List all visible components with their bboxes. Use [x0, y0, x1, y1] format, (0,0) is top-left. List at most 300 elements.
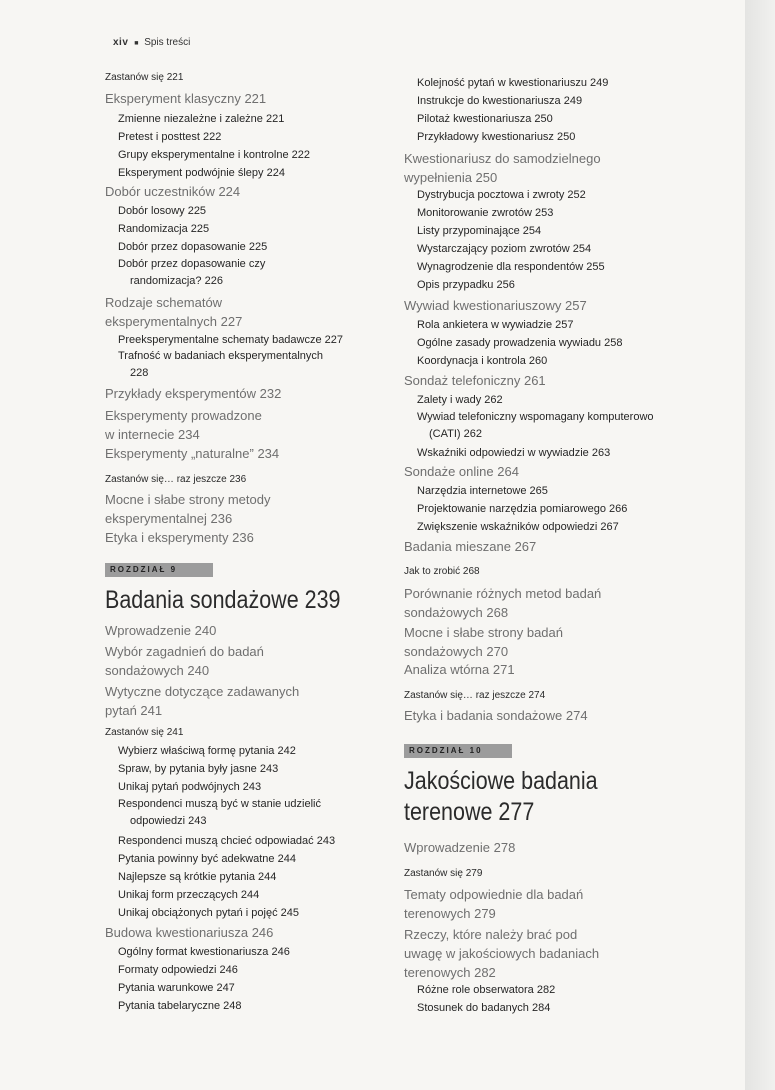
- entry-title: Zwiększenie wskaźników odpowiedzi: [417, 521, 598, 533]
- toc-section-entry: [105, 385, 405, 403]
- toc-entry: [105, 128, 405, 146]
- toc-entry: [105, 886, 405, 904]
- entry-title: Pilotaż kwestionariusza: [417, 113, 532, 125]
- entry-title: Respondenci muszą chcieć odpowiadać: [118, 835, 314, 847]
- entry-title: Unikaj form przeczących: [118, 889, 238, 901]
- toc-section-entry: [105, 445, 405, 463]
- toc-entry: [105, 832, 405, 850]
- entry-page: 221: [163, 72, 184, 83]
- toc-entry: [404, 258, 704, 276]
- toc-entry: [105, 385, 405, 403]
- entry-title: Zmienne niezależne i zależne: [118, 113, 263, 125]
- toc-subsection-entry: [105, 164, 405, 182]
- chapter-label: ROZDZIAŁ 9: [105, 563, 213, 577]
- entry-title: Ogólny format kwestionariusza: [118, 946, 269, 958]
- toc-section-entry: [404, 839, 704, 857]
- entry-page: 232: [256, 386, 282, 401]
- entry-title: Opis przypadku: [417, 279, 494, 291]
- toc-subsection-entry: [404, 110, 704, 128]
- entry-page: 266: [605, 503, 628, 515]
- toc-entry: [105, 868, 405, 886]
- entry-title: Narzędzia internetowe: [417, 485, 527, 497]
- toc-section-entry: [105, 642, 405, 680]
- entry-title-line: Dobór przez dopasowanie czy: [118, 258, 266, 270]
- toc-entry: [105, 742, 405, 760]
- toc-subsection-entry: [404, 74, 704, 92]
- entry-page: 274: [562, 708, 588, 723]
- entry-title: Sondaże online: [404, 464, 494, 479]
- toc-entry: [105, 110, 405, 128]
- entry-title: Koordynacja i kontrola: [417, 355, 526, 367]
- entry-page: 254: [569, 243, 592, 255]
- toc-subsection-entry: [105, 997, 405, 1015]
- entry-page: 236: [228, 530, 254, 545]
- toc-entry: [404, 661, 704, 679]
- entry-page: 227: [321, 334, 344, 346]
- toc-entry: [105, 406, 405, 444]
- toc-subsection-entry: [404, 444, 704, 462]
- toc-subsection-entry: [105, 202, 405, 220]
- entry-title: Dobór uczestników: [105, 184, 215, 199]
- toc-entry: [404, 352, 704, 370]
- entry-page: 226: [201, 275, 223, 287]
- toc-subsection-entry: [404, 128, 704, 146]
- toc-think-entry: [404, 866, 704, 882]
- entry-page: 250: [471, 170, 498, 185]
- toc-subsection-entry: [105, 110, 405, 128]
- entry-title: Spraw, by pytania były jasne: [118, 763, 257, 775]
- toc-entry: [105, 682, 405, 720]
- entry-title: Randomizacja: [118, 223, 188, 235]
- toc-entry: [105, 924, 405, 942]
- toc-entry: [404, 222, 704, 240]
- toc-section-entry: [404, 372, 704, 390]
- entry-title: Zastanów się: [105, 727, 164, 738]
- entry-page: 234: [253, 446, 280, 461]
- toc-entry: [404, 688, 704, 704]
- toc-subsection-entry: [404, 482, 704, 500]
- toc-entry: [105, 622, 405, 640]
- toc-entry: [404, 999, 704, 1017]
- chapter-page: 277: [492, 798, 535, 826]
- toc-section-entry: [105, 183, 405, 201]
- entry-title-line: Mocne i słabe strony badań: [404, 625, 563, 640]
- entry-page: 265: [526, 485, 548, 497]
- toc-subsection-entry: [404, 409, 704, 443]
- entry-title: Wywiad kwestionariuszowy: [404, 298, 562, 313]
- entry-title: Analiza wtórna: [404, 662, 490, 677]
- entry-title: Eksperyment podwójnie ślepy: [118, 167, 264, 179]
- toc-entry: [404, 584, 704, 622]
- entry-page: 222: [288, 149, 311, 161]
- entry-page: 245: [277, 907, 300, 919]
- entry-page: 256: [493, 279, 515, 291]
- entry-title-line: Mocne i słabe strony metody: [105, 492, 271, 507]
- toc-entry: [105, 256, 405, 290]
- entry-title: Stosunek do badanych: [417, 1002, 529, 1014]
- toc-think-entry: [105, 725, 405, 741]
- entry-title: Etyka i eksperymenty: [105, 530, 229, 545]
- entry-page: 221: [262, 113, 285, 125]
- entry-title-line: [118, 365, 405, 382]
- chapter-title: [404, 766, 662, 828]
- toc-subsection-entry: [105, 331, 405, 349]
- entry-title: Najlepsze są krótkie pytania: [118, 871, 255, 883]
- toc-entry: [105, 472, 405, 488]
- toc-entry: [404, 925, 704, 982]
- header-title: Spis treści: [144, 37, 191, 48]
- entry-page: 225: [245, 241, 268, 253]
- entry-page: 240: [183, 663, 210, 678]
- entry-title: Sondaż telefoniczny: [404, 373, 521, 388]
- toc-entry: [404, 538, 704, 556]
- toc-section-entry: [105, 406, 405, 444]
- entry-title-line: [105, 425, 405, 444]
- toc-entry: [404, 482, 704, 500]
- entry-title-line: [105, 661, 405, 680]
- toc-entry: [404, 186, 704, 204]
- entry-title-line: Wybór zagadnień do badań: [105, 644, 264, 659]
- toc-entry: [105, 529, 405, 547]
- entry-title-line: Respondenci muszą być w stanie udzielić: [118, 798, 321, 810]
- entry-title: Dobór przez dopasowanie: [118, 241, 246, 253]
- entry-page: 278: [490, 840, 516, 855]
- entry-page: 270: [482, 644, 509, 659]
- entry-page: 260: [525, 355, 548, 367]
- entry-page: 258: [601, 337, 623, 349]
- toc-section-entry: [404, 925, 704, 982]
- entry-page: 263: [588, 447, 611, 459]
- entry-title: Przykłady eksperymentów: [105, 386, 256, 401]
- entry-page: 246: [216, 964, 238, 976]
- toc-think-entry: [404, 564, 704, 580]
- toc-entry: [404, 981, 704, 999]
- toc-entry: [404, 885, 704, 923]
- entry-title: eksperymentalnych: [105, 314, 217, 329]
- toc-section-entry: [105, 682, 405, 720]
- entry-page: 257: [561, 298, 587, 313]
- entry-title: Wprowadzenie: [404, 840, 490, 855]
- toc-subsection-entry: [105, 256, 405, 290]
- running-header: [113, 37, 190, 48]
- toc-subsection-entry: [105, 961, 405, 979]
- toc-subsection-entry: [105, 868, 405, 886]
- toc-entry: [105, 904, 405, 922]
- entry-page: 241: [163, 727, 184, 738]
- entry-title-line: [404, 904, 704, 923]
- toc-entry: [105, 585, 405, 615]
- toc-subsection-entry: [105, 238, 405, 256]
- toc-entry: [105, 220, 405, 238]
- chapter-page: 239: [298, 586, 341, 614]
- entry-title: Listy przypominające: [417, 225, 520, 237]
- toc-subsection-entry: [105, 146, 405, 164]
- entry-title-line: Trafność w badaniach eksperymentalnych: [118, 350, 324, 362]
- entry-page: 234: [174, 427, 200, 442]
- entry-title: Preeksperymentalne schematy badawcze: [118, 334, 322, 346]
- entry-title: Jak to zrobić: [404, 566, 461, 577]
- toc-entry: [404, 500, 704, 518]
- entry-page: 248: [220, 1000, 242, 1012]
- entry-page: 246: [268, 946, 290, 958]
- entry-page: 252: [564, 189, 586, 201]
- toc-subsection-entry: [105, 348, 405, 382]
- toc-subsection-entry: [105, 220, 405, 238]
- toc-section-entry: [404, 538, 704, 556]
- chapter-title: [105, 585, 363, 615]
- toc-think-entry: [105, 70, 405, 86]
- toc-entry: [105, 642, 405, 680]
- toc-entry: [404, 240, 704, 258]
- entry-title-line: [404, 642, 704, 661]
- toc-subsection-entry: [404, 276, 704, 294]
- toc-entry: [404, 204, 704, 222]
- entry-page: 284: [528, 1002, 551, 1014]
- entry-page: 241: [136, 703, 163, 718]
- toc-section-entry: [404, 463, 704, 481]
- entry-page: 244: [237, 889, 260, 901]
- entry-page: 247: [213, 982, 235, 994]
- entry-title: Wskaźniki odpowiedzi w wywiadzie: [417, 447, 589, 459]
- entry-title: Eksperyment klasyczny: [105, 91, 241, 106]
- entry-title-line: [105, 312, 405, 331]
- entry-title: Formaty odpowiedzi: [118, 964, 217, 976]
- chapter-title-line: Jakościowe badania: [404, 767, 598, 795]
- entry-page: 254: [519, 225, 542, 237]
- toc-entry: [105, 997, 405, 1015]
- toc-entry: [105, 164, 405, 182]
- entry-title: Zastanów się… raz jeszcze: [105, 474, 227, 485]
- toc-think-entry: [404, 688, 704, 704]
- entry-page: 249: [586, 77, 609, 89]
- entry-title: Rola ankietera w wywiadzie: [417, 319, 553, 331]
- toc-entry: [404, 334, 704, 352]
- toc-subsection-entry: [105, 760, 405, 778]
- chapter-title-line: [404, 797, 662, 828]
- entry-title: Wybierz właściwą formę pytania: [118, 745, 275, 757]
- toc-subsection-entry: [105, 850, 405, 868]
- toc-entry: [105, 490, 405, 528]
- toc-entry: [105, 183, 405, 201]
- toc-entry: [404, 409, 704, 443]
- toc-entry: [105, 331, 405, 349]
- toc-entry: [404, 866, 704, 882]
- toc-section-entry: [404, 623, 704, 661]
- entry-page: 257: [552, 319, 574, 331]
- toc-section-entry: [404, 149, 704, 187]
- entry-title: Instrukcje do kwestionariusza: [417, 95, 561, 107]
- toc-entry: [404, 149, 704, 187]
- entry-title: Etyka i badania sondażowe: [404, 708, 563, 723]
- page-number: xiv: [113, 37, 129, 48]
- entry-page: 244: [254, 871, 277, 883]
- entry-page: 228: [130, 367, 149, 379]
- entry-page: 224: [263, 167, 285, 179]
- toc-entry: [105, 979, 405, 997]
- toc-subsection-entry: [105, 128, 405, 146]
- entry-page: 267: [597, 521, 619, 533]
- entry-title: Różne role obserwatora: [417, 984, 534, 996]
- entry-page: 267: [510, 539, 537, 554]
- toc-entry: [105, 943, 405, 961]
- entry-page: 243: [313, 835, 336, 847]
- toc-think-entry: [105, 472, 405, 488]
- toc-section-entry: [404, 584, 704, 622]
- toc-subsection-entry: [404, 240, 704, 258]
- entry-page: 249: [560, 95, 583, 107]
- toc-entry: [404, 766, 704, 828]
- entry-page: 246: [248, 925, 274, 940]
- toc-subsection-entry: [105, 796, 405, 830]
- toc-subsection-entry: [404, 981, 704, 999]
- entry-title: sondażowych: [105, 663, 184, 678]
- entry-page: 250: [531, 113, 553, 125]
- entry-title-line: [118, 813, 405, 830]
- entry-title: pytań: [105, 703, 137, 718]
- toc-entry: [404, 623, 704, 661]
- entry-page: 282: [470, 965, 496, 980]
- toc-entry: [105, 348, 405, 382]
- toc-entry: [105, 445, 405, 463]
- entry-page: 271: [489, 662, 515, 677]
- toc-section-entry: [404, 885, 704, 923]
- toc-subsection-entry: [404, 316, 704, 334]
- entry-page: 274: [525, 690, 546, 701]
- entry-title-line: [105, 509, 405, 528]
- toc-subsection-entry: [105, 904, 405, 922]
- entry-page: 253: [531, 207, 554, 219]
- entry-title: sondażowych: [404, 644, 483, 659]
- toc-entry: [105, 778, 405, 796]
- toc-subsection-entry: [404, 518, 704, 536]
- entry-title: (CATI): [429, 428, 461, 440]
- entry-title: Budowa kwestionariusza: [105, 925, 249, 940]
- entry-page: 279: [462, 868, 483, 879]
- chapter-title-text: terenowe: [404, 798, 493, 826]
- toc-section-entry: [105, 293, 405, 331]
- toc-entry: [105, 293, 405, 331]
- toc-subsection-entry: [105, 832, 405, 850]
- entry-title: Dystrybucja pocztowa i zwroty: [417, 189, 565, 201]
- entry-title: w internecie: [105, 427, 175, 442]
- toc-entry: [105, 202, 405, 220]
- toc-entry: [105, 146, 405, 164]
- toc-subsection-entry: [404, 204, 704, 222]
- entry-title: Unikaj pytań podwójnych: [118, 781, 240, 793]
- entry-title: Zalety i wady: [417, 394, 482, 406]
- chapter-title-text: Badania sondażowe: [105, 586, 299, 614]
- toc-entry: [404, 297, 704, 315]
- entry-title: terenowych: [404, 965, 471, 980]
- entry-title: uwagę w jakościowych badaniach: [404, 946, 600, 961]
- entry-page: 250: [553, 131, 576, 143]
- entry-title-line: [118, 273, 405, 290]
- toc-subsection-entry: [105, 778, 405, 796]
- toc-section-entry: [404, 297, 704, 315]
- entry-title: Przykładowy kwestionariusz: [417, 131, 554, 143]
- entry-page: 242: [274, 745, 296, 757]
- toc-subsection-entry: [105, 886, 405, 904]
- entry-page: 264: [493, 464, 519, 479]
- entry-page: 279: [470, 906, 496, 921]
- entry-title-line: Wywiad telefoniczny wspomagany komputerowo: [417, 411, 654, 423]
- toc-entry: [404, 128, 704, 146]
- toc-entry: [404, 444, 704, 462]
- entry-title-line: Rzeczy, które należy brać pod: [404, 927, 578, 942]
- entry-title: Ogólne zasady prowadzenia wywiadu: [417, 337, 602, 349]
- entry-title: Eksperymenty „naturalne”: [105, 446, 254, 461]
- toc-section-entry: [105, 529, 405, 547]
- toc-entry: [105, 90, 405, 108]
- chapter-label: ROZDZIAŁ 10: [404, 744, 512, 758]
- entry-title: Wynagrodzenie dla respondentów: [417, 261, 584, 273]
- toc-entry: [404, 110, 704, 128]
- entry-title: Wystarczający poziom zwrotów: [417, 243, 570, 255]
- toc-entry: [404, 839, 704, 857]
- page-edge: [745, 0, 775, 1090]
- entry-title: odpowiedzi: [130, 815, 186, 827]
- toc-entry: [404, 744, 704, 758]
- entry-page: 262: [460, 428, 482, 440]
- toc-subsection-entry: [404, 258, 704, 276]
- entry-title: Pytania tabelaryczne: [118, 1000, 221, 1012]
- toc-subsection-entry: [404, 92, 704, 110]
- entry-title: Zastanów się… raz jeszcze: [404, 690, 526, 701]
- entry-title-line: [404, 963, 704, 982]
- entry-page: 255: [583, 261, 605, 273]
- toc-subsection-entry: [105, 742, 405, 760]
- entry-title-line: [404, 944, 704, 963]
- entry-title: terenowych: [404, 906, 471, 921]
- toc-subsection-entry: [404, 186, 704, 204]
- toc-entry: [404, 564, 704, 580]
- entry-title-line: [105, 701, 405, 720]
- entry-title: Wprowadzenie: [105, 623, 191, 638]
- toc-entry: [105, 70, 405, 86]
- toc-subsection-entry: [404, 500, 704, 518]
- toc-subsection-entry: [404, 352, 704, 370]
- entry-page: 225: [187, 223, 210, 235]
- entry-title: randomizacja?: [130, 275, 202, 287]
- toc-entry: [105, 563, 405, 577]
- entry-title: Zastanów się: [404, 868, 463, 879]
- entry-title-line: Wytyczne dotyczące zadawanych: [105, 684, 300, 699]
- entry-title: Badania mieszane: [404, 539, 511, 554]
- toc-subsection-entry: [404, 391, 704, 409]
- toc-section-entry: [404, 661, 704, 679]
- entry-page: 236: [206, 511, 233, 526]
- toc-section-entry: [105, 490, 405, 528]
- toc-entry: [404, 316, 704, 334]
- entry-page: 243: [239, 781, 262, 793]
- entry-title: Pytania warunkowe: [118, 982, 214, 994]
- entry-title: Grupy eksperymentalne i kontrolne: [118, 149, 289, 161]
- entry-page: 244: [274, 853, 296, 865]
- toc-entry: [404, 92, 704, 110]
- toc-entry: [404, 276, 704, 294]
- entry-page: 225: [184, 205, 207, 217]
- entry-page: 236: [226, 474, 247, 485]
- entry-page: 227: [217, 314, 243, 329]
- entry-title-line: Porównanie różnych metod badań: [404, 586, 602, 601]
- entry-page: 243: [185, 815, 207, 827]
- entry-title: Dobór losowy: [118, 205, 185, 217]
- toc-entry: [404, 372, 704, 390]
- toc-subsection-entry: [404, 334, 704, 352]
- toc-entry: [105, 238, 405, 256]
- entry-page: 240: [191, 623, 217, 638]
- entry-title: wypełnienia: [404, 170, 472, 185]
